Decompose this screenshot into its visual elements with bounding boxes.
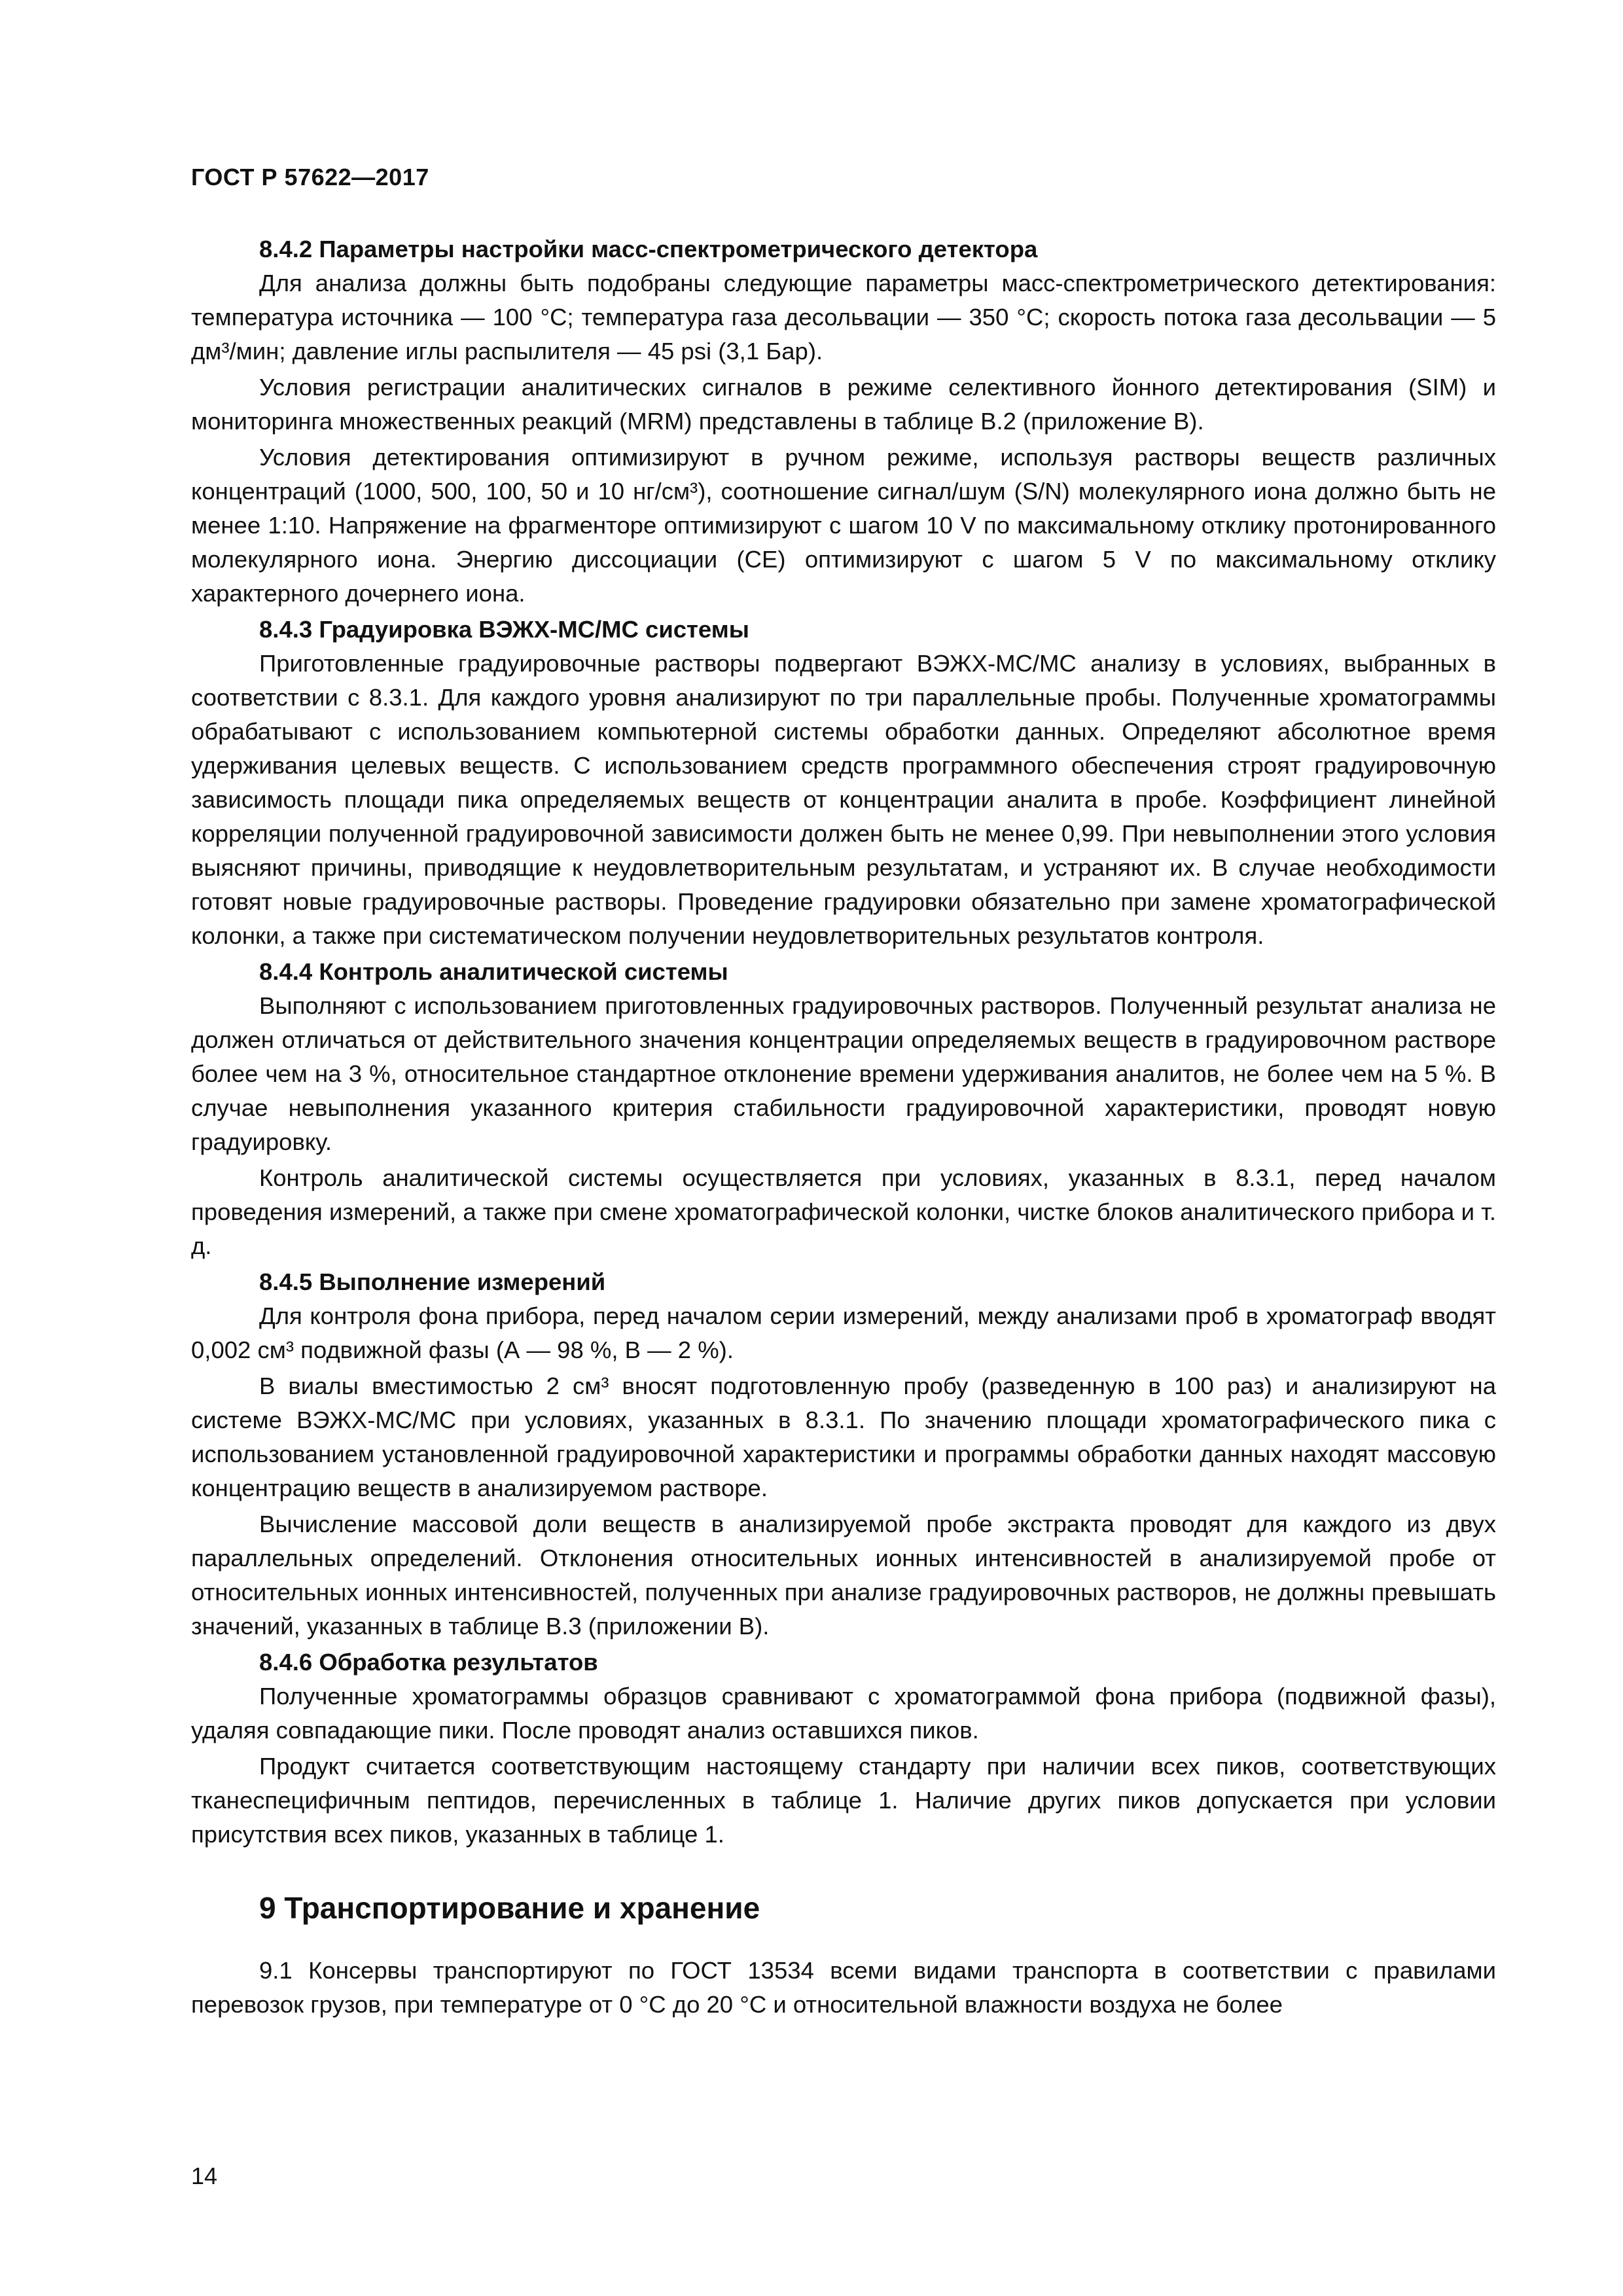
section-8-4-5-paragraph-2: В виалы вместимостью 2 см³ вносят подготовленную пробу (разведенную в 100 раз) и анализируют на системе ВЭЖХ-МС/МС при условиях, указанных в 8.3.1. По значению площади хроматографического пика с использованием установленной градуировочной характеристики и программы обработки данных находят массовую концентрацию веществ в анализируемом растворе. [191,1372,1496,1501]
section-8-4-6-title: 8.4.6 Обработка результатов [259,1649,598,1676]
section-8-4-4-title: 8.4.4 Контроль аналитической системы [259,958,728,985]
document-body [191,232,1496,2024]
document-header: ГОСТ Р 57622—2017 [191,164,429,190]
section-9-1-paragraph: 9.1 Консервы транспортируют по ГОСТ 13534 всеми видами транспорта в соответствии с правилами перевозок грузов, при температуре от 0 °С до 20 °С и относительной влажности воздуха не более [191,1957,1496,2018]
section-8-4-6-paragraph-2: Продукт считается соответствующим настоящему стандарту при наличии всех пиков, соответствующих тканеспецифичным пептидов, перечисленных в таблице 1. Наличие других пиков допускается при условии присутствия всех пиков, указанных в таблице 1. [191,1753,1496,1848]
section-8-4-5-paragraph-1: Для контроля фона прибора, перед началом серии измерений, между анализами проб в хроматограф вводят 0,002 см³ подвижной фазы (А — 98 %, В — 2 %). [191,1302,1496,1363]
section-8-4-6-paragraph-1: Полученные хроматограммы образцов сравнивают с хроматограммой фона прибора (подвижной фазы), удаляя совпадающие пики. После проводят анализ оставшихся пиков. [191,1683,1496,1744]
page-number: 14 [191,2162,218,2189]
section-8-4-3-title: 8.4.3 Градуировка ВЭЖХ-МС/МС системы [259,616,749,643]
section-8-4-2-title: 8.4.2 Параметры настройки масс-спектрометрического детектора [259,236,1038,262]
section-8-4-2-paragraph-2: Условия регистрации аналитических сигналов в режиме селективного йонного детектирования (SIM) и мониторинга множественных реакций (MRM) представлены в таблице В.2 (приложение В). [191,374,1496,435]
section-8-4-4-paragraph-2: Контроль аналитической системы осуществляется при условиях, указанных в 8.3.1, перед началом проведения измерений, а также при смене хроматографической колонки, чистке блоков аналитического прибора и т. д. [191,1164,1496,1259]
section-8-4-4-paragraph-1: Выполняют с использованием приготовленных градуировочных растворов. Полученный результат анализа не должен отличаться от действительного значения концентрации определяемых веществ в градуировочном растворе более чем на 3 %, относительное стандартное отклонение времени удерживания аналитов, не более чем на 5 %. В случае невыполнения указанного критерия стабильности градуировочной характеристики, проводят новую градуировку. [191,992,1496,1155]
section-8-4-5-paragraph-3: Вычисление массовой доли веществ в анализируемой пробе экстракта проводят для каждого из двух параллельных определений. Отклонения относительных ионных интенсивностей в анализируемой пробе от относительных ионных интенсивностей, полученных при анализе градуировочных растворов, не должны превышать значений, указанных в таблице В.3 (приложении В). [191,1511,1496,1640]
section-8-4-2-paragraph-1: Для анализа должны быть подобраны следующие параметры масс-спектрометрического детектирования: температура источника — 100 °С; температура газа десольвации — 350 °С; скорость потока газа десольвации — 5 дм³/мин; давление иглы распылителя — 45 psi (3,1 Бар). [191,270,1496,365]
section-8-4-2-paragraph-3: Условия детектирования оптимизируют в ручном режиме, используя растворы веществ различных концентраций (1000, 500, 100, 50 и 10 нг/см³), соотношение сигнал/шум (S/N) молекулярного иона должно быть не менее 1:10. Напряжение на фрагменторе оптимизируют с шагом 10 V по максимальному отклику протонированного молекулярного иона. Энергию диссоциации (СЕ) оптимизируют с шагом 5 V по максимальному отклику характерного дочернего иона. [191,444,1496,607]
section-8-4-5-title: 8.4.5 Выполнение измерений [259,1268,606,1295]
section-8-4-3-paragraph-1: Приготовленные градуировочные растворы подвергают ВЭЖХ-МС/МС анализу в условиях, выбранных в соответствии с 8.3.1. Для каждого уровня анализируют по три параллельные пробы. Полученные хроматограммы обрабатывают с использованием компьютерной системы обработки данных. Определяют абсолютное время удерживания целевых веществ. С использованием средств программного обеспечения строят градуировочную зависимость площади пика определяемых веществ от концентрации аналита в пробе. Коэффициент линейной корреляции полученной градуировочной зависимости должен быть не менее 0,99. При невыполнении этого условия выясняют причины, приводящие к неудовлетворительным результатам, и устраняют их. В случае необходимости готовят новые градуировочные растворы. Проведение градуировки обязательно при замене хроматографической колонки, а также при систематическом получении неудовлетворительных результатов контроля. [191,650,1496,949]
section-9-title: 9 Транспортирование и хранение [259,1891,760,1925]
